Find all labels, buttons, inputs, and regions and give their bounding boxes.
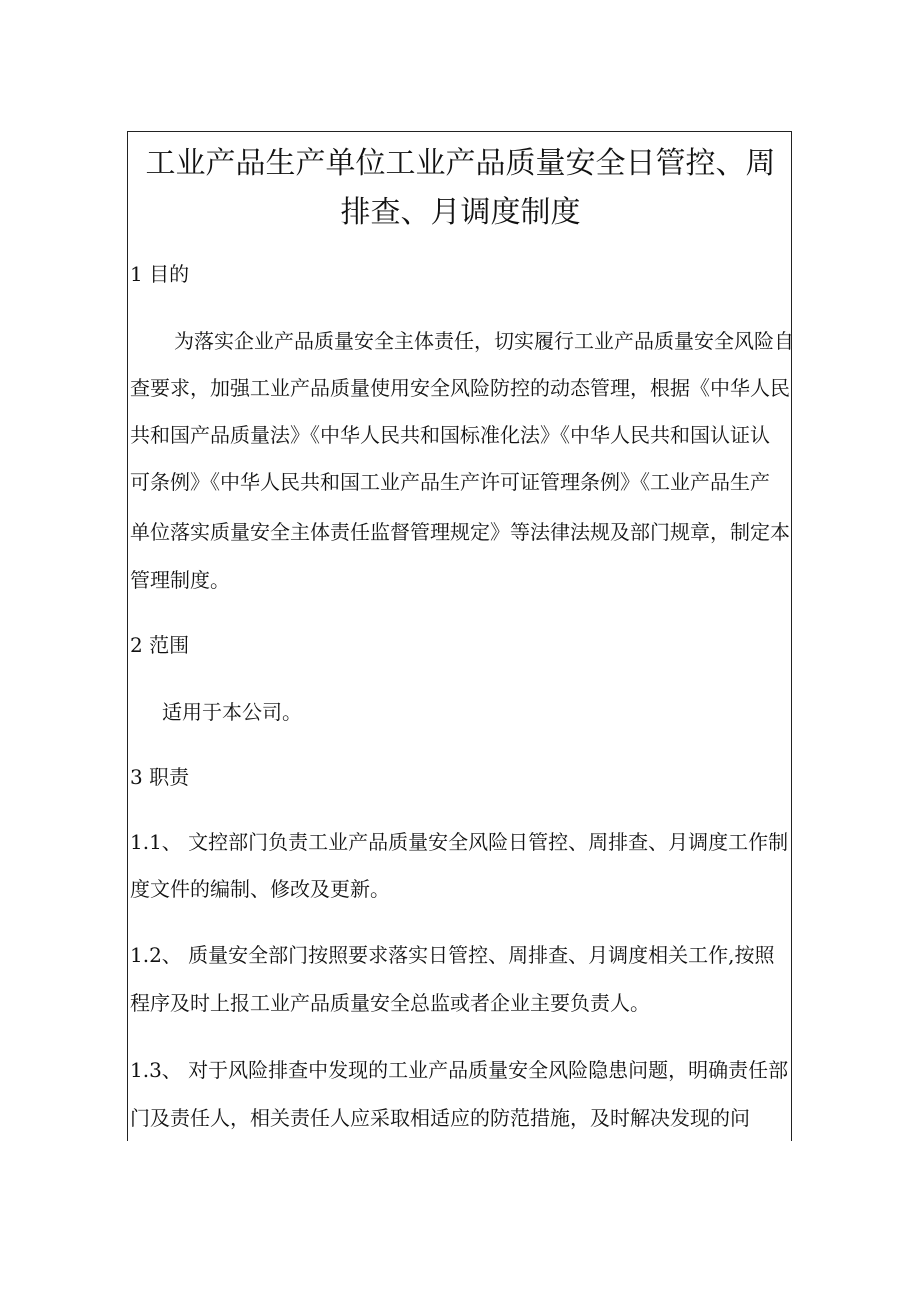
duty-item-1-line: 度文件的编制、修改及更新。 bbox=[130, 877, 390, 901]
duty-item-3-line: 门及责任人，相关责任人应采取相适应的防范措施，及时解决发现的问 bbox=[130, 1106, 750, 1130]
duty-item-3-line: 1.3、 对于风险排查中发现的工业产品质量安全风险隐患问题，明确责任部 bbox=[130, 1058, 789, 1082]
duty-item-2-line: 1.2、 质量安全部门按照要求落实日管控、周排查、月调度相关工作,按照 bbox=[130, 943, 775, 967]
section-heading-duties: 3 职责 bbox=[130, 765, 190, 789]
purpose-paragraph-line: 查要求，加强工业产品质量使用安全风险防控的动态管理，根据《中华人民 bbox=[130, 376, 790, 400]
document-title-line-2: 排查、月调度制度 bbox=[340, 195, 581, 230]
duty-item-1-line: 1.1、 文控部门负责工业产品质量安全风险日管控、周排查、月调度工作制 bbox=[130, 830, 789, 854]
purpose-paragraph-line: 单位落实质量安全主体责任监督管理规定》等法律法规及部门规章，制定本 bbox=[130, 520, 790, 544]
section-heading-purpose: 1 目的 bbox=[130, 262, 190, 286]
purpose-paragraph-line: 为落实企业产品质量安全主体责任，切实履行工业产品质量安全风险自 bbox=[174, 329, 794, 353]
purpose-paragraph-line: 可条例》《中华人民共和国工业产品生产许可证管理条例》《工业产品生产 bbox=[130, 470, 770, 494]
purpose-paragraph-line: 管理制度。 bbox=[130, 568, 230, 592]
scope-text: 适用于本公司。 bbox=[162, 700, 302, 724]
document-title-line-1: 工业产品生产单位工业产品质量安全日管控、周 bbox=[145, 146, 776, 181]
purpose-paragraph-line: 共和国产品质量法》《中华人民共和国标准化法》《中华人民共和国认证认 bbox=[130, 423, 770, 447]
duty-item-2-line: 程序及时上报工业产品质量安全总监或者企业主要负责人。 bbox=[130, 991, 650, 1015]
section-heading-scope: 2 范围 bbox=[130, 633, 190, 657]
